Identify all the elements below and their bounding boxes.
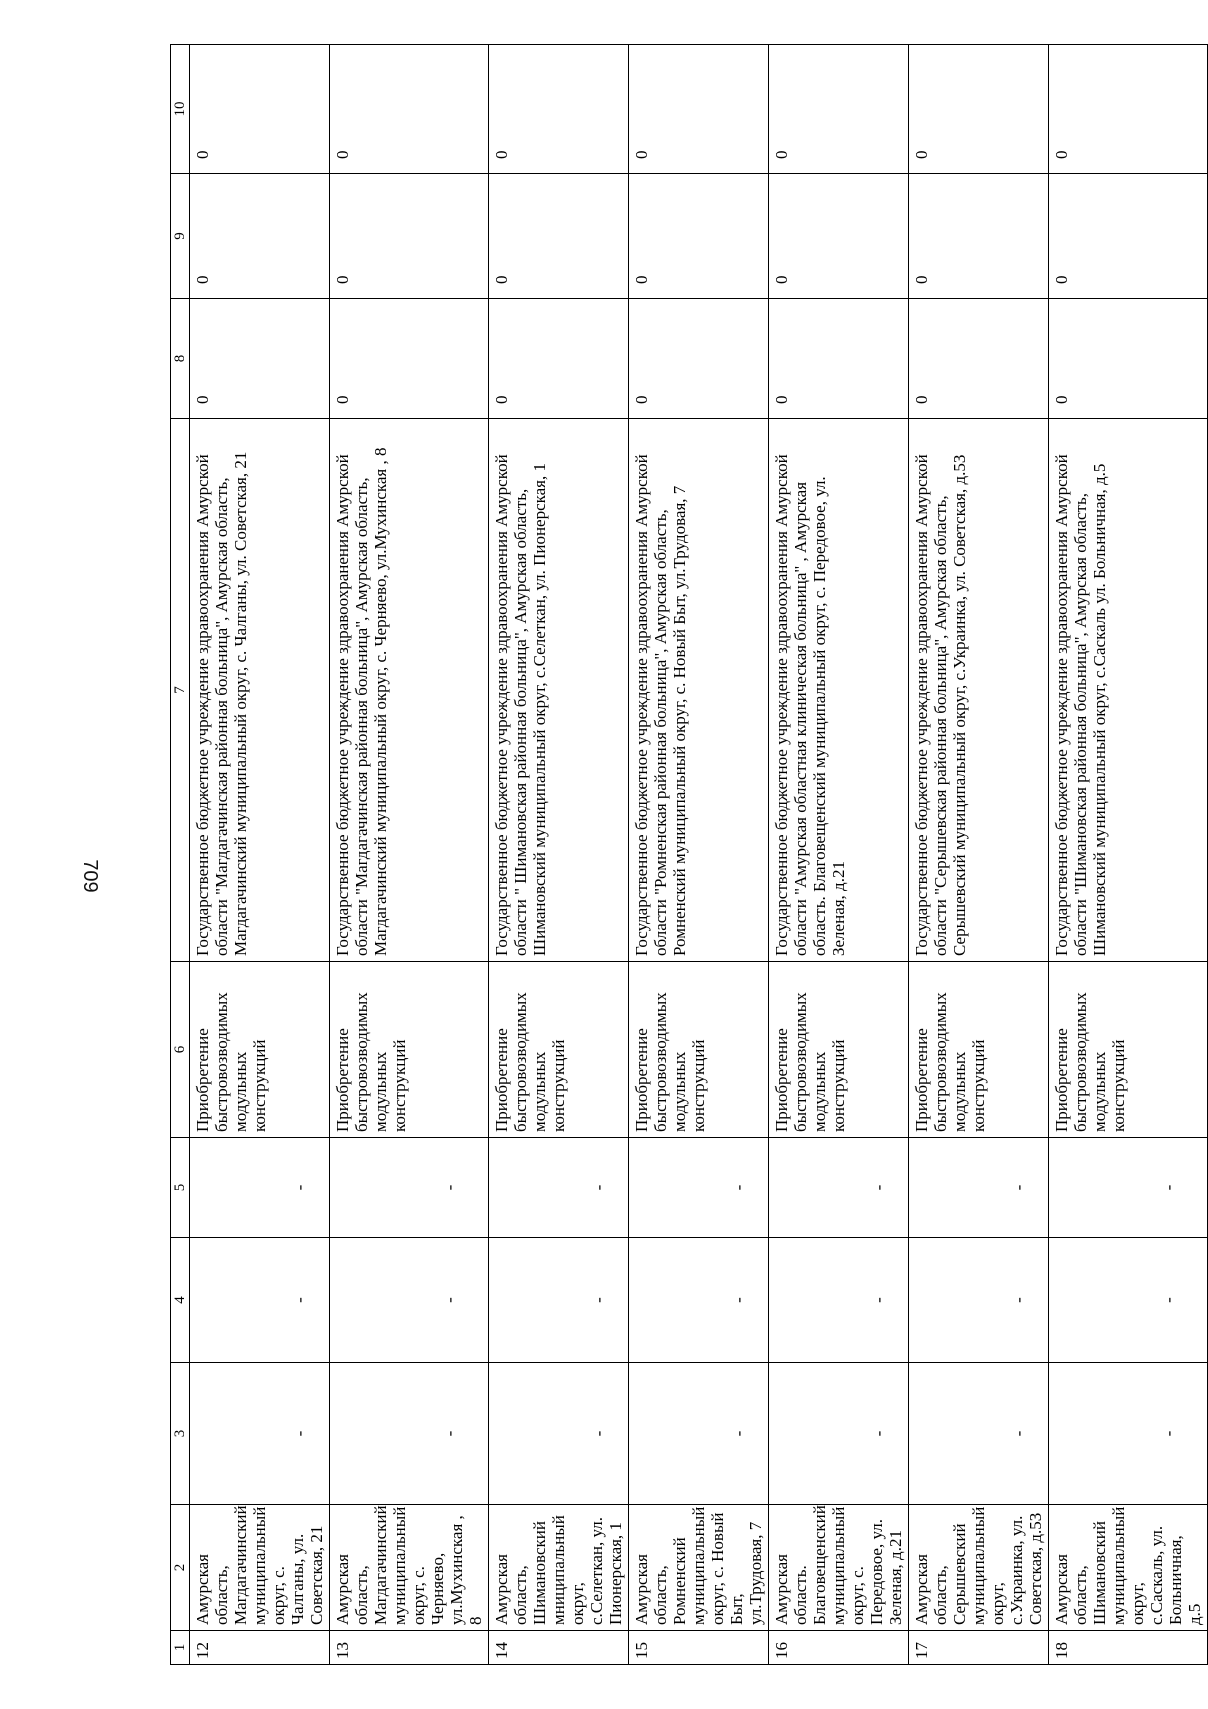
column-9-cell	[489, 174, 629, 299]
activity-cell-text: Приобретение быстровозводимых модульных конструкций	[193, 992, 269, 1132]
column-8-cell	[769, 299, 909, 419]
address-cell-text: Амурская область, Шимановский муниципальный округ, с.Саскаль, ул. Больничная, д.5	[1052, 1506, 1204, 1625]
activity-cell-text: Приобретение быстровозводимых модульных конструкций	[333, 992, 409, 1132]
column-3-cell	[769, 1363, 909, 1505]
activity-cell-text: Приобретение быстровозводимых модульных конструкций	[492, 992, 568, 1132]
column-header: 9	[171, 174, 190, 299]
column-10-cell-text: 0	[1052, 150, 1071, 159]
address-cell-text: Амурская область. Благовещенский муниципальный округ, с. Передовое, ул. Зеленая, д.21	[772, 1505, 905, 1625]
institution-cell-text: Государственное бюджетное учреждение здравоохранения Амурской области "Магдагачинская районная больница", Амурская область, Магдагачинский муниципальный округ, с. Черняево, ул.Мухинская , 8	[333, 447, 390, 956]
column-3-cell-text: -	[869, 1430, 888, 1437]
table-row	[909, 45, 1049, 1665]
column-5-cell	[629, 1138, 769, 1238]
column-3-cell-text: -	[290, 1430, 309, 1437]
column-3-cell	[330, 1363, 489, 1505]
address-cell-text: Амурская область, Серышевский муниципальный округ, с.Украинка, ул. Советская, д.53	[912, 1506, 1045, 1625]
row-number-cell	[1049, 1631, 1208, 1665]
column-header: 3	[171, 1363, 190, 1505]
row-number-cell-text: 17	[912, 1642, 931, 1659]
column-header: 2	[171, 1505, 190, 1631]
table-header-row	[171, 45, 190, 1665]
column-8-cell	[489, 299, 629, 419]
address-cell-text: Амурская область, Ромненский муниципальный округ, с. Новый Быт, ул.Трудовая, 7	[632, 1506, 765, 1625]
column-4-cell	[190, 1238, 330, 1363]
row-number-cell-text: 16	[772, 1642, 791, 1659]
activity-cell	[629, 962, 769, 1138]
column-3-cell-text: -	[1009, 1430, 1028, 1437]
column-9-cell	[769, 174, 909, 299]
column-9-cell	[909, 174, 1049, 299]
activity-cell-text: Приобретение быстровозводимых модульных конструкций	[772, 992, 848, 1132]
institution-cell-text: Государственное бюджетное учреждение здравоохранения Амурской области "Ромненская районная больница", Амурская область, Ромненский муниципальный округ, с. Новый Быт, ул.Трудовая, 7	[632, 454, 689, 956]
column-9-cell-text: 0	[912, 275, 931, 284]
institution-cell	[489, 419, 629, 962]
column-5-cell	[1049, 1138, 1208, 1238]
column-8-cell	[909, 299, 1049, 419]
column-header: 6	[171, 962, 190, 1138]
data-table	[170, 44, 1208, 1665]
table-row	[489, 45, 629, 1665]
column-10-cell	[909, 45, 1049, 174]
column-8-cell-text: 0	[193, 395, 212, 404]
column-5-cell	[769, 1138, 909, 1238]
table-row	[190, 45, 330, 1665]
row-number-cell-text: 13	[333, 1642, 352, 1659]
column-4-cell	[1049, 1238, 1208, 1363]
table-row	[1049, 45, 1208, 1665]
activity-cell	[330, 962, 489, 1138]
row-number-cell-text: 15	[632, 1642, 651, 1659]
institution-cell-text: Государственное бюджетное учреждение здравоохранения Амурской области "Шимановская районная больница", Амурская область, Шимановский муниципальный округ, с.Саскаль ул. Больничная, д.5	[1052, 454, 1109, 956]
row-number-cell	[769, 1631, 909, 1665]
column-10-cell-text: 0	[772, 150, 791, 159]
row-number-cell	[330, 1631, 489, 1665]
column-header: 5	[171, 1138, 190, 1238]
column-9-cell-text: 0	[632, 275, 651, 284]
column-4-cell-text: -	[589, 1297, 608, 1303]
column-4-cell	[330, 1238, 489, 1363]
column-10-cell	[1049, 45, 1208, 174]
column-3-cell	[1049, 1363, 1208, 1505]
column-4-cell-text: -	[729, 1297, 748, 1303]
column-8-cell	[330, 299, 489, 419]
activity-cell	[190, 962, 330, 1138]
address-cell	[489, 1505, 629, 1631]
activity-cell-text: Приобретение быстровозводимых модульных конструкций	[632, 992, 708, 1132]
institution-cell	[769, 419, 909, 962]
activity-cell	[1049, 962, 1208, 1138]
column-3-cell	[629, 1363, 769, 1505]
column-4-cell	[769, 1238, 909, 1363]
column-4-cell-text: -	[869, 1297, 888, 1303]
column-9-cell	[629, 174, 769, 299]
column-8-cell-text: 0	[492, 395, 511, 404]
column-5-cell-text: -	[290, 1184, 309, 1191]
column-header: 4	[171, 1238, 190, 1363]
institution-cell-text: Государственное бюджетное учреждение здравоохранения Амурской области " Шимановская районная больница", Амурская область, Шимановский муниципальный округ, с.Селеткан, ул. Пионерская, 1	[492, 454, 549, 956]
column-3-cell	[489, 1363, 629, 1505]
column-10-cell	[769, 45, 909, 174]
institution-cell-text: Государственное бюджетное учреждение здравоохранения Амурской области "Амурская областная клиническая больница" , Амурская область. Благовещенский муниципальный округ, с. Передовое, ул. Зеленая, д.21	[772, 454, 848, 956]
column-9-cell	[330, 174, 489, 299]
column-10-cell-text: 0	[193, 150, 212, 159]
column-10-cell	[190, 45, 330, 174]
activity-cell	[769, 962, 909, 1138]
institution-cell-text: Государственное бюджетное учреждение здравоохранения Амурской области "Серышевская районная больница", Амурская область, Серышевский муниципальный округ, с.Украинка, ул. Советская, д.53	[912, 454, 969, 956]
column-9-cell-text: 0	[492, 275, 511, 284]
column-9-cell	[190, 174, 330, 299]
column-5-cell-text: -	[1158, 1184, 1178, 1191]
column-10-cell	[330, 45, 489, 174]
activity-cell-text: Приобретение быстровозводимых модульных конструкций	[1052, 992, 1128, 1132]
column-header: 1	[171, 1631, 190, 1665]
column-4-cell-text: -	[1009, 1297, 1028, 1303]
column-3-cell-text: -	[439, 1430, 459, 1437]
page-number: 709	[79, 859, 102, 893]
table-row	[330, 45, 489, 1665]
address-cell-text: Амурская область, Магдагачинский муниципальный округ, с. Чалганы, ул. Советская, 21	[193, 1505, 326, 1625]
column-9-cell-text: 0	[1052, 275, 1071, 284]
column-3-cell	[190, 1363, 330, 1505]
table-row	[629, 45, 769, 1665]
institution-cell	[330, 419, 489, 962]
column-4-cell-text: -	[439, 1297, 459, 1303]
column-8-cell-text: 0	[333, 395, 352, 404]
row-number-cell	[489, 1631, 629, 1665]
column-8-cell-text: 0	[1052, 395, 1071, 404]
column-5-cell-text: -	[1009, 1184, 1028, 1191]
column-5-cell	[909, 1138, 1049, 1238]
column-8-cell-text: 0	[912, 395, 931, 404]
column-4-cell-text: -	[1158, 1297, 1178, 1303]
activity-cell	[489, 962, 629, 1138]
column-9-cell-text: 0	[772, 275, 791, 284]
table-row	[769, 45, 909, 1665]
column-4-cell	[909, 1238, 1049, 1363]
row-number-cell	[190, 1631, 330, 1665]
column-8-cell-text: 0	[632, 395, 651, 404]
column-9-cell-text: 0	[333, 275, 352, 284]
table-body	[190, 45, 1208, 1665]
column-5-cell	[190, 1138, 330, 1238]
column-header: 8	[171, 299, 190, 419]
column-header: 10	[171, 45, 190, 174]
address-cell	[629, 1505, 769, 1631]
institution-cell	[190, 419, 330, 962]
address-cell	[909, 1505, 1049, 1631]
column-4-cell-text: -	[290, 1297, 309, 1303]
address-cell-text: Амурская область, Магдагачинский муниципальный округ, с. Черняево, ул.Мухинская , 8	[333, 1505, 485, 1625]
column-5-cell	[489, 1138, 629, 1238]
column-5-cell	[330, 1138, 489, 1238]
column-3-cell-text: -	[729, 1430, 748, 1437]
address-cell	[190, 1505, 330, 1631]
rotated-table-container	[170, 45, 1204, 1665]
column-4-cell	[489, 1238, 629, 1363]
column-10-cell-text: 0	[912, 150, 931, 159]
activity-cell	[909, 962, 1049, 1138]
column-10-cell	[629, 45, 769, 174]
column-10-cell	[489, 45, 629, 174]
institution-cell	[909, 419, 1049, 962]
column-4-cell	[629, 1238, 769, 1363]
column-8-cell-text: 0	[772, 395, 791, 404]
column-3-cell	[909, 1363, 1049, 1505]
column-9-cell	[1049, 174, 1208, 299]
column-5-cell-text: -	[869, 1184, 888, 1191]
column-10-cell-text: 0	[632, 150, 651, 159]
address-cell	[330, 1505, 489, 1631]
column-8-cell	[1049, 299, 1208, 419]
row-number-cell-text: 18	[1052, 1642, 1071, 1659]
row-number-cell	[629, 1631, 769, 1665]
row-number-cell	[909, 1631, 1049, 1665]
column-8-cell	[629, 299, 769, 419]
address-cell	[769, 1505, 909, 1631]
row-number-cell-text: 12	[193, 1642, 212, 1659]
address-cell-text: Амурская область, Шимановский мниципальный округ, с.Селеткан, ул. Пионерская, 1	[492, 1515, 625, 1625]
column-10-cell-text: 0	[333, 150, 352, 159]
column-header: 7	[171, 419, 190, 962]
column-5-cell-text: -	[729, 1184, 748, 1191]
institution-cell-text: Государственное бюджетное учреждение здравоохранения Амурской области "Магдагачинская районная больница", Амурская область, Магдагачинский муниципальный округ, с. Чалганы, ул. Советская, 21	[193, 451, 250, 956]
column-10-cell-text: 0	[492, 150, 511, 159]
column-5-cell-text: -	[439, 1184, 459, 1191]
institution-cell	[629, 419, 769, 962]
activity-cell-text: Приобретение быстровозводимых модульных конструкций	[912, 992, 988, 1132]
column-3-cell-text: -	[589, 1430, 608, 1437]
column-3-cell-text: -	[1158, 1430, 1178, 1437]
column-5-cell-text: -	[589, 1184, 608, 1191]
column-9-cell-text: 0	[193, 275, 212, 284]
row-number-cell-text: 14	[492, 1642, 511, 1659]
column-8-cell	[190, 299, 330, 419]
institution-cell	[1049, 419, 1208, 962]
address-cell	[1049, 1505, 1208, 1631]
